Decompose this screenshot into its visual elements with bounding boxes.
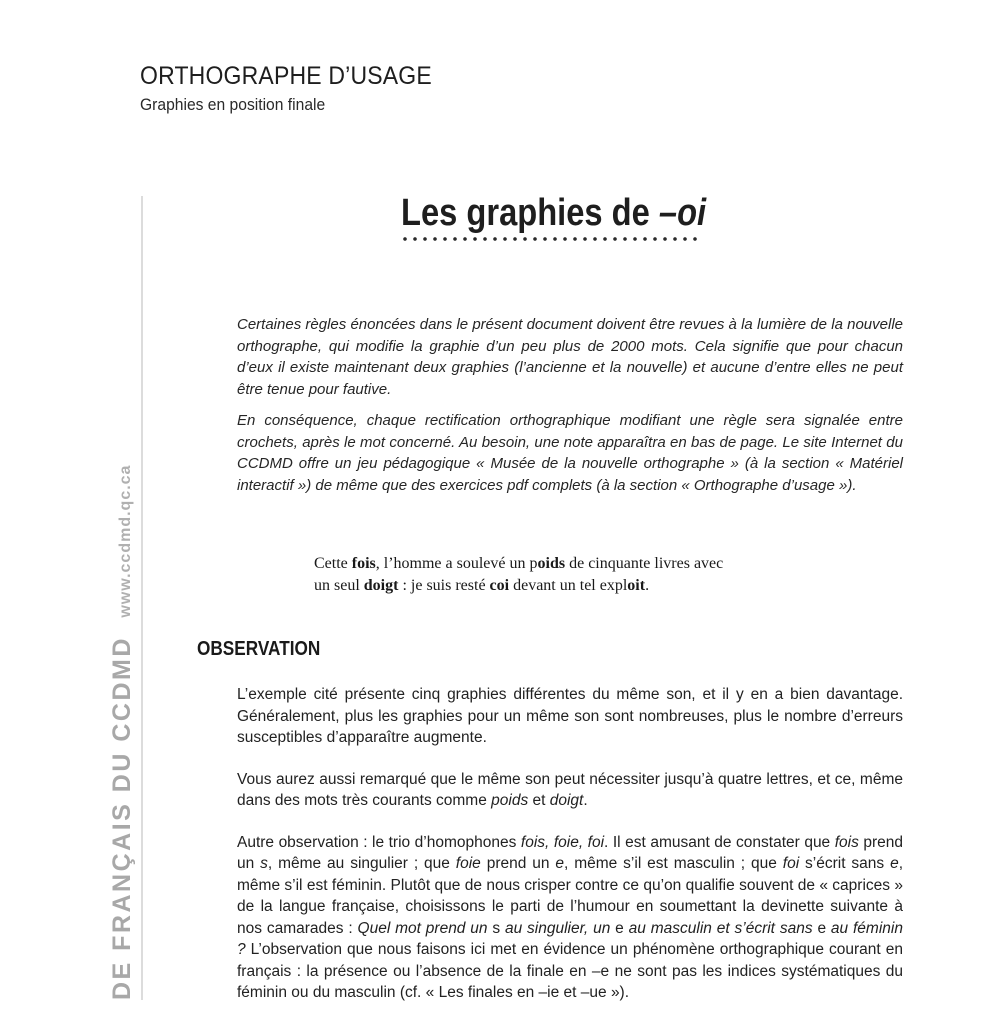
intro-note xyxy=(237,314,903,506)
page-title-suffix: –oi xyxy=(658,192,707,234)
page-title xyxy=(401,192,706,235)
highlighted-word: oids xyxy=(537,555,566,572)
example-line: Cette fois, l’homme a soulevé un poids de cinquante livres avec xyxy=(314,555,724,572)
document-header xyxy=(140,62,457,115)
sidebar-branding xyxy=(108,465,137,1000)
sidebar-website-link[interactable]: www.ccdmd.qc.ca xyxy=(117,464,134,618)
example-sentence xyxy=(314,553,834,597)
intro-paragraph: Certaines règles énoncées dans le présent document doivent être revues à la lumière de la nouvelle orthographe, qui modifie la graphie d’un peu plus de 2000 mots. Cela signifie que pour chacun d’eux il existe maintenant deux graphies (l’ancienne et la nouvelle) et aucune d’entre elles ne peut être tenue pour fautive. xyxy=(237,316,903,398)
observation-body xyxy=(237,684,903,1024)
sidebar-organization: DE FRANÇAIS DU CCDMD xyxy=(108,636,136,1000)
title-dotted-underline xyxy=(400,234,698,244)
body-paragraph: Vous aurez aussi remarqué que le même son peut nécessiter jusqu’à quatre lettres, et ce, même dans des mots très courants comme poids et doigt. xyxy=(237,770,903,809)
header-subtitle: Graphies en position finale xyxy=(140,95,326,114)
header-title: ORTHOGRAPHE D’USAGE xyxy=(140,62,432,90)
body-paragraph: Autre observation : le trio d’homophones fois, foie, foi. Il est amusant de constater que fois prend un s, même au singulier ; que foie prend un e, même s’il est masculin ; que foi s’écrit sans e, même s’il est féminin. Plutôt que de nous crisper contre ce qu’on qualifie souvent de « caprices » de la langue française, choisissons le parti de l’humour en soumettant la devinette suivante à nos camarades : Quel mot prend un s au singulier, un e au masculin et s’écrit sans e au féminin ? L’observation que nous faisons ici met en évidence un phénomène orthographique courant en français : la présence ou l’absence de la finale en –e ne sont pas les indices systématiques du féminin ou du masculin (cf. « Les finales en –ie et –ue »). xyxy=(237,833,903,1001)
section-heading-observation: OBSERVATION xyxy=(197,638,321,660)
highlighted-word: doigt xyxy=(363,577,399,594)
intro-paragraph: En conséquence, chaque rectification orthographique modifiant une règle sera signalée entre crochets, après le mot concerné. Au besoin, une note apparaîtra en bas de page. Le site Internet du CCDMD offre un jeu pédagogique « Musée de la nouvelle orthographe » (à la section « Matériel interactif ») de même que des exercices pdf complets (à la section « Orthographe d’usage »). xyxy=(237,412,903,494)
highlighted-word: oit xyxy=(627,577,646,594)
highlighted-word: fois xyxy=(351,555,376,572)
example-line: un seul doigt : je suis resté coi devant un tel exploit. xyxy=(314,577,650,594)
highlighted-word: coi xyxy=(489,577,510,594)
page-title-prefix: Les graphies de xyxy=(401,192,659,234)
body-paragraph: L’exemple cité présente cinq graphies différentes du même son, et il y en a bien davantage. Généralement, plus les graphies pour un même son sont nombreuses, plus le nombre d’erreurs susceptibles d’apparaître augmente. xyxy=(237,686,903,746)
side-divider xyxy=(141,196,143,1000)
